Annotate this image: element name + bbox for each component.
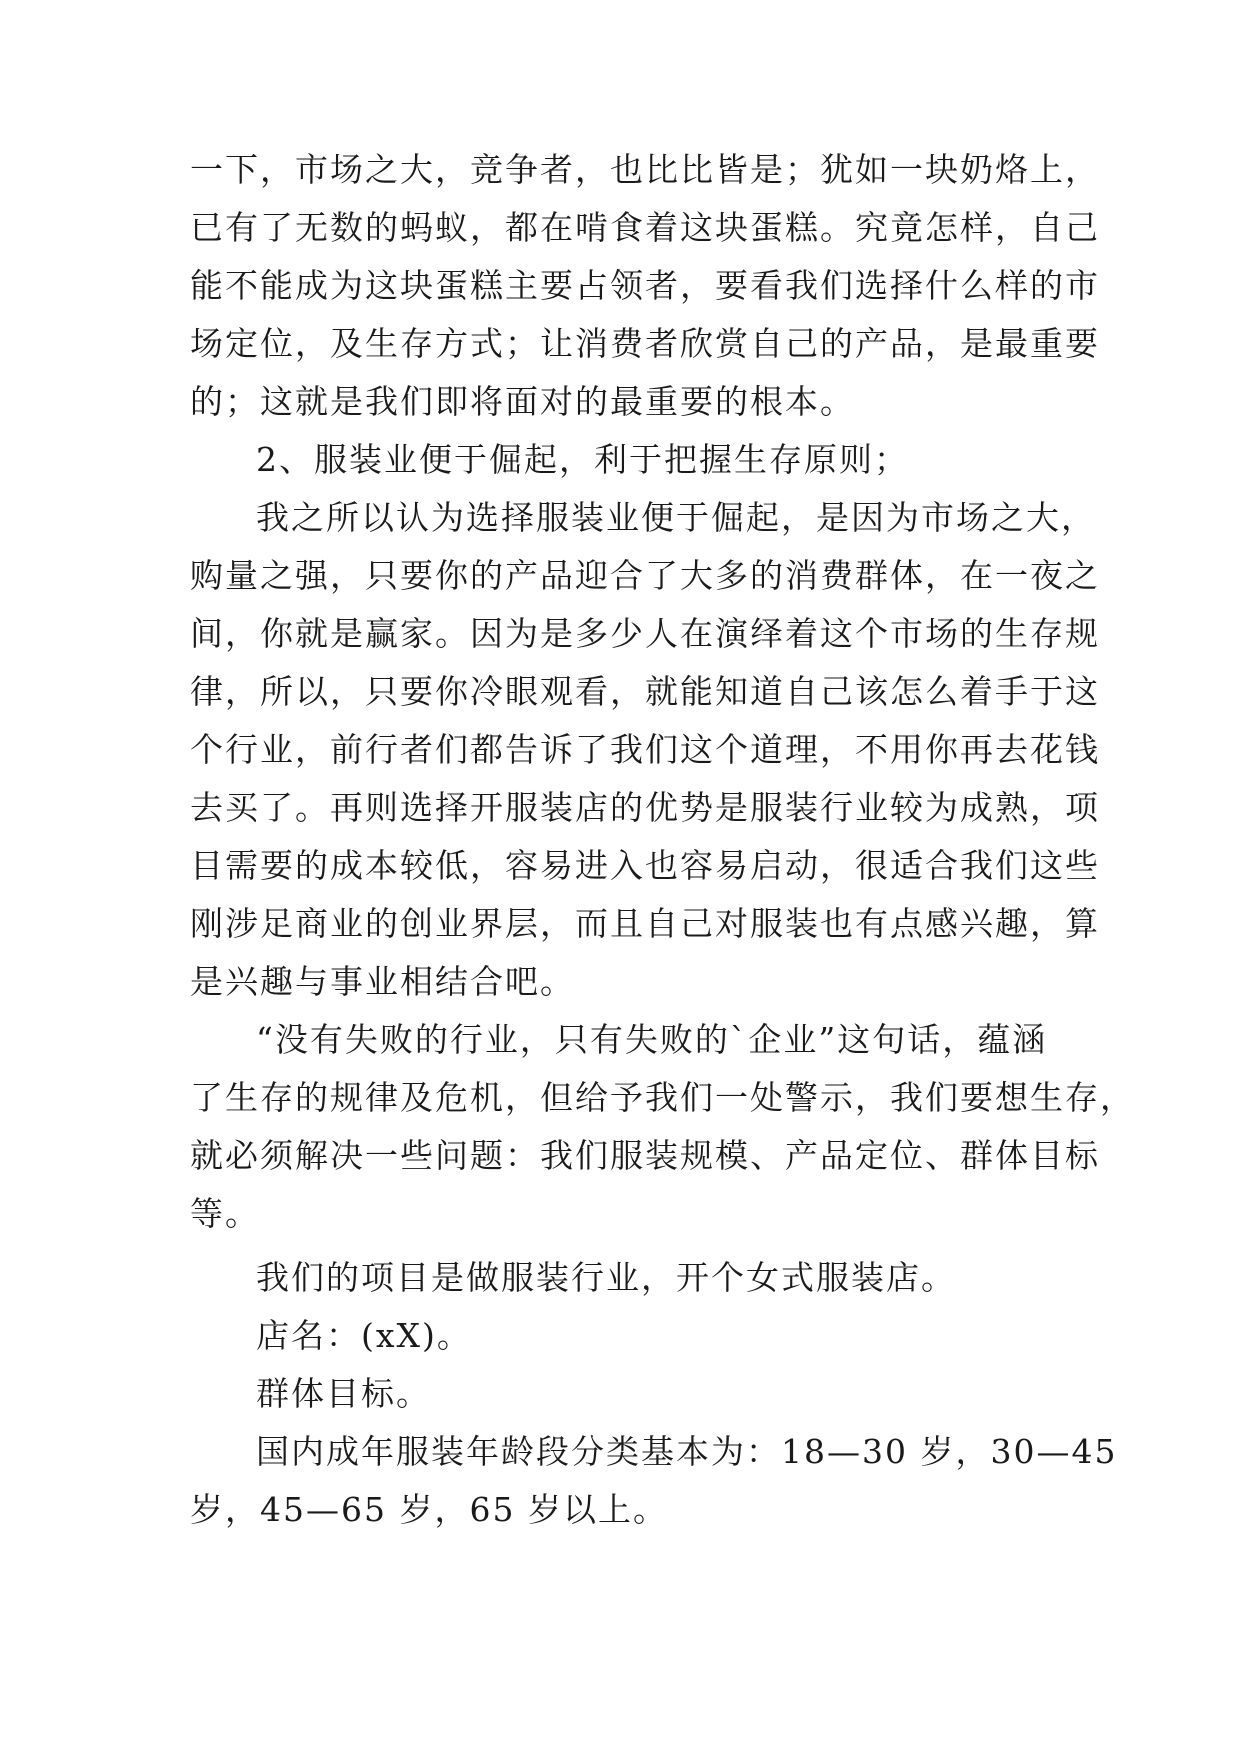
paragraph-line: 店名：(xX)。 [256,1316,472,1355]
paragraph-line: 律，所以，只要你冷眼观看，就能知道自己该怎么着手于这 [190,672,1100,711]
paragraph-line: 个行业，前行者们都告诉了我们这个道理，不用你再去花钱 [190,730,1100,769]
paragraph-line: 是兴趣与事业相结合吧。 [190,962,575,1001]
paragraph-line: 了生存的规律及危机，但给予我们一处警示，我们要想生存， [190,1078,1135,1117]
paragraph-line: 场定位，及生存方式；让消费者欣赏自己的产品，是最重要 [190,324,1100,363]
paragraph-line: 就必须解决一些问题：我们服装规模、产品定位、群体目标 [190,1136,1100,1175]
paragraph-line: 刚涉足商业的创业界层，而且自己对服装也有点感兴趣，算 [190,904,1100,943]
paragraph-line: 一下，市场之大，竞争者，也比比皆是；犹如一块奶烙上， [190,150,1100,189]
paragraph-line: 的；这就是我们即将面对的最重要的根本。 [190,382,855,421]
paragraph-line: 国内成年服装年龄段分类基本为：18—30 岁，30—45 [256,1432,1118,1471]
paragraph-line: 岁，45—65 岁，65 岁以上。 [190,1490,668,1529]
paragraph-line: 群体目标。 [256,1374,431,1413]
section-heading: 2、服装业便于倔起，利于把握生存原则； [256,440,909,479]
paragraph-line: 目需要的成本较低，容易进入也容易启动，很适合我们这些 [190,846,1100,885]
paragraph-line: 已有了无数的蚂蚁，都在啃食着这块蛋糕。究竟怎样，自己 [190,208,1100,247]
paragraph-line: 去买了。再则选择开服装店的优势是服装行业较为成熟，项 [190,788,1100,827]
paragraph-line: 我们的项目是做服装行业，开个女式服装店。 [256,1258,956,1297]
paragraph-line: 我之所以认为选择服装业便于倔起，是因为市场之大， [256,498,1096,537]
paragraph-line: 等。 [190,1194,260,1233]
paragraph-line: “没有失败的行业，只有失败的`企业”这句话，蕴涵 [256,1020,1048,1059]
paragraph-line: 购量之强，只要你的产品迎合了大多的消费群体，在一夜之 [190,556,1100,595]
paragraph-line: 间，你就是赢家。因为是多少人在演绎着这个市场的生存规 [190,614,1100,653]
paragraph-line: 能不能成为这块蛋糕主要占领者，要看我们选择什么样的市 [190,266,1100,305]
